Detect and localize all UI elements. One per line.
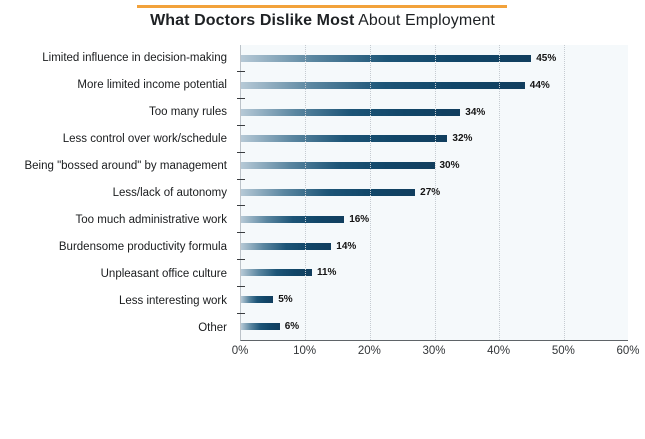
bar-value-label: 34% <box>465 106 486 118</box>
gridline-10pct <box>305 45 306 340</box>
value-axis-labels <box>231 345 640 361</box>
bar-value-label: 16% <box>349 213 370 225</box>
gridline-40pct <box>499 45 500 340</box>
bar <box>241 82 525 89</box>
category-boundary-tick <box>237 71 245 72</box>
chart-title <box>0 12 645 30</box>
plot-area <box>240 45 628 341</box>
bar-value-label: 32% <box>452 133 473 145</box>
bar <box>241 323 280 330</box>
category-label: Limited influence in decision-making <box>42 52 227 65</box>
category-label: Other <box>198 321 227 334</box>
bar-value-label: 30% <box>439 160 460 172</box>
bar <box>241 269 312 276</box>
x-axis-tick-label: 20% <box>357 345 381 357</box>
category-boundary-tick <box>237 179 245 180</box>
title-accent-rule <box>137 5 507 8</box>
category-label: Less control over work/schedule <box>62 133 227 146</box>
x-axis-tick-label: 10% <box>293 345 317 357</box>
bar <box>241 243 331 250</box>
category-boundary-tick <box>237 98 245 99</box>
bar-value-label: 5% <box>278 294 293 306</box>
category-boundary-tick <box>237 205 245 206</box>
category-boundary-tick <box>237 259 245 260</box>
category-label: Less interesting work <box>118 294 227 307</box>
category-boundary-tick <box>237 125 245 126</box>
category-axis-labels <box>0 45 234 341</box>
category-label: Too many rules <box>149 106 227 119</box>
x-axis-tick-label: 60% <box>616 345 640 357</box>
bar-value-label: 44% <box>529 79 550 91</box>
gridline-50pct <box>564 45 565 340</box>
category-boundary-tick <box>237 232 245 233</box>
x-axis-tick-label: 30% <box>422 345 446 357</box>
bar <box>241 189 415 196</box>
x-axis-tick-label: 40% <box>487 345 511 357</box>
chart-title-regular: About Employment <box>354 12 495 29</box>
bar <box>241 55 531 62</box>
bar <box>241 135 447 142</box>
category-boundary-tick <box>237 152 245 153</box>
bar <box>241 162 435 169</box>
gridline-20pct <box>370 45 371 340</box>
bar <box>241 109 460 116</box>
bar-value-label: 27% <box>420 186 441 198</box>
category-label: Unpleasant office culture <box>100 267 227 280</box>
category-label: Burdensome productivity formula <box>58 240 227 253</box>
bar-value-label: 14% <box>336 240 357 252</box>
category-boundary-tick <box>237 286 245 287</box>
bar <box>241 216 344 223</box>
x-axis-tick-label: 0% <box>231 345 249 357</box>
category-label: Too much administrative work <box>75 213 227 226</box>
bar <box>241 296 273 303</box>
x-axis-tick-label: 50% <box>551 345 575 357</box>
bar-value-label: 11% <box>316 267 337 279</box>
bar-value-label: 6% <box>284 321 300 333</box>
category-label: Less/lack of autonomy <box>112 186 227 199</box>
category-label: Being "bossed around" by management <box>24 160 227 173</box>
category-boundary-tick <box>237 313 245 314</box>
bar-value-label: 45% <box>536 52 557 64</box>
chart-title-bold: What Doctors Dislike Most <box>150 12 355 29</box>
gridline-30pct <box>435 45 436 340</box>
category-label: More limited income potential <box>77 79 227 92</box>
